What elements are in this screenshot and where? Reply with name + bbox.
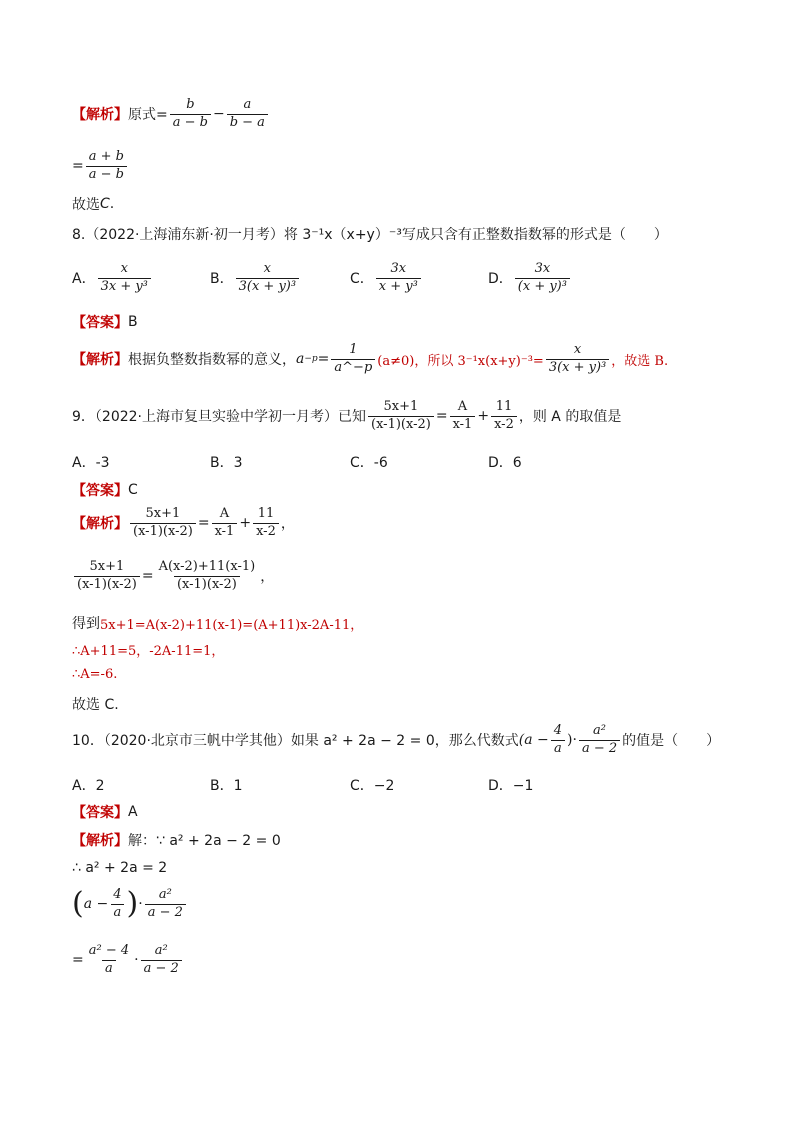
fraction: $\frac{\text{a²}}{a - 2}$ [141, 944, 182, 977]
fraction: $\frac{a + b}{a - b}$ [86, 150, 127, 183]
fraction: $\frac{5x+1}{(x-1)(x-2)}$ [368, 400, 434, 433]
question-9-analysis-line3: 得到 5x+1=A(x-2)+11(x-1)=(A+11)x-2A-11， [72, 616, 364, 633]
question-9-options [72, 452, 522, 472]
fraction: $\frac{5x+1}{(x-1)(x-2)}$ [74, 560, 140, 593]
question-9-analysis-line4: ∴A+11=5，-2A-11=1， [72, 644, 225, 659]
option-a: A．-3 [72, 455, 110, 471]
fraction: $\frac{A(x-2)+11(x-1)}{(x-1)(x-2)}$ [158, 559, 256, 592]
question-9-analysis-line5: ∴A=-6. [72, 667, 118, 682]
fraction: $\frac{4}{a}$ [110, 888, 124, 921]
fraction: $\frac{b}{a - b}$ [170, 98, 211, 131]
option-a: A． $\frac{x}{\text{3x + y³}}$ [72, 262, 210, 295]
fraction: $\frac{1}{a\^{}-p}$ [331, 343, 375, 376]
q7-analysis-line2: = $\frac{a + b}{a - b}$ [72, 150, 129, 183]
option-d: D． $\frac{3x}{\text{(x + y)³}}$ [488, 262, 572, 295]
fraction: $\frac{\text{a²}}{a - 2}$ [579, 724, 620, 757]
question-9-analysis-line1: 【解析】 $\frac{5x+1}{(x-1)(x-2)}$ = $\frac{A}{x-1}$ + $\frac{11}{x-2}$ ， [72, 506, 295, 539]
question-10-options [72, 775, 533, 795]
question-10-analysis-line4: = $\frac{\text{a² − 4}}{a}$ · $\frac{\text{a²}}{a - 2}$ [72, 944, 184, 977]
q7-analysis-line1: 【解析】 原式= $\frac{b}{a - b}$ − $\frac{a}{b - a}$ [72, 98, 270, 131]
fraction: $\frac{11}{x-2}$ [491, 400, 517, 433]
option-b: B．3 [210, 455, 243, 471]
option-c: C． $\frac{3x}{\text{x + y³}}$ [350, 262, 488, 295]
question-10-analysis-line2: ∴ a² + 2a = 2 [72, 860, 168, 876]
question-9-stem: 9．（2022·上海市复旦实验中学初一月考）已知 $\frac{5x+1}{(x-1)(x-2)}$ = $\frac{A}{x-1}$ + $\frac{11}{x-2}$ ，则 A 的取值是 [72, 399, 622, 432]
option-d: D．−1 [488, 778, 534, 794]
fraction: $\frac{11}{x-2}$ [253, 507, 279, 540]
question-9-answer: 【答案】 C [72, 482, 138, 499]
analysis-tag: 【解析】 [72, 107, 128, 124]
question-10-answer: 【答案】 A [72, 804, 138, 821]
fraction: $\frac{A}{x-1}$ [212, 507, 238, 540]
question-10-stem: 10．（2020·北京市三帆中学其他）如果 a² + 2a − 2 = 0，那么代数式 (a − $\frac{4}{a}$ )· $\frac{\text{a²}}{a - 2}$ 的值是（ ） [72, 723, 721, 756]
option-b: B．1 [210, 778, 243, 794]
question-10-analysis-line1: 【解析】 解：∵ a² + 2a − 2 = 0 [72, 833, 281, 849]
question-8-stem: 8.（2022·上海浦东新·初一月考）将 3⁻¹x（x+y）⁻³写成只含有正整数指数幂的形式是（ ） [72, 227, 668, 243]
fraction: $\frac{a}{b - a}$ [227, 98, 268, 131]
fraction: $\frac{\text{a²}}{a - 2}$ [145, 888, 186, 921]
fraction: $\frac{5x+1}{(x-1)(x-2)}$ [130, 507, 196, 540]
question-8-options [72, 262, 572, 295]
option-c: C．−2 [350, 778, 395, 794]
q7-conclusion: 故选 C . [72, 196, 115, 213]
question-9-analysis-line2: $\frac{5x+1}{(x-1)(x-2)}$ = $\frac{A(x-2)+11(x-1)}{(x-1)(x-2)}$ ， [72, 560, 274, 593]
option-c: C．-6 [350, 455, 388, 471]
option-d: D．6 [488, 455, 522, 471]
option-a: A．2 [72, 778, 105, 794]
question-9-analysis-line6: 故选 C. [72, 697, 119, 713]
question-8-answer: 【答案】 B [72, 314, 138, 331]
fraction: $\frac{x}{\text{3(x + y)³}}$ [546, 343, 609, 376]
option-b: B． $\frac{x}{\text{3(x + y)³}}$ [210, 262, 350, 295]
question-8-analysis: 【解析】 根据负整数指数幂的意义， a −p = $\frac{1}{a\^{}-p}$ (a≠0)，所以 3⁻¹x(x+y)⁻³= $\frac{x}{\text{3(x + y)³}}$ ，故选 B. [72, 342, 669, 375]
fraction: $\frac{A}{x-1}$ [450, 400, 476, 433]
question-10-analysis-line3: ( a − $\frac{4}{a}$ ) · $\frac{\text{a²}}{a - 2}$ [72, 888, 188, 921]
analysis-text: 原式= [128, 107, 168, 124]
fraction: $\frac{4}{a}$ [551, 724, 565, 757]
fraction: $\frac{\text{a² − 4}}{a}$ [88, 943, 130, 976]
